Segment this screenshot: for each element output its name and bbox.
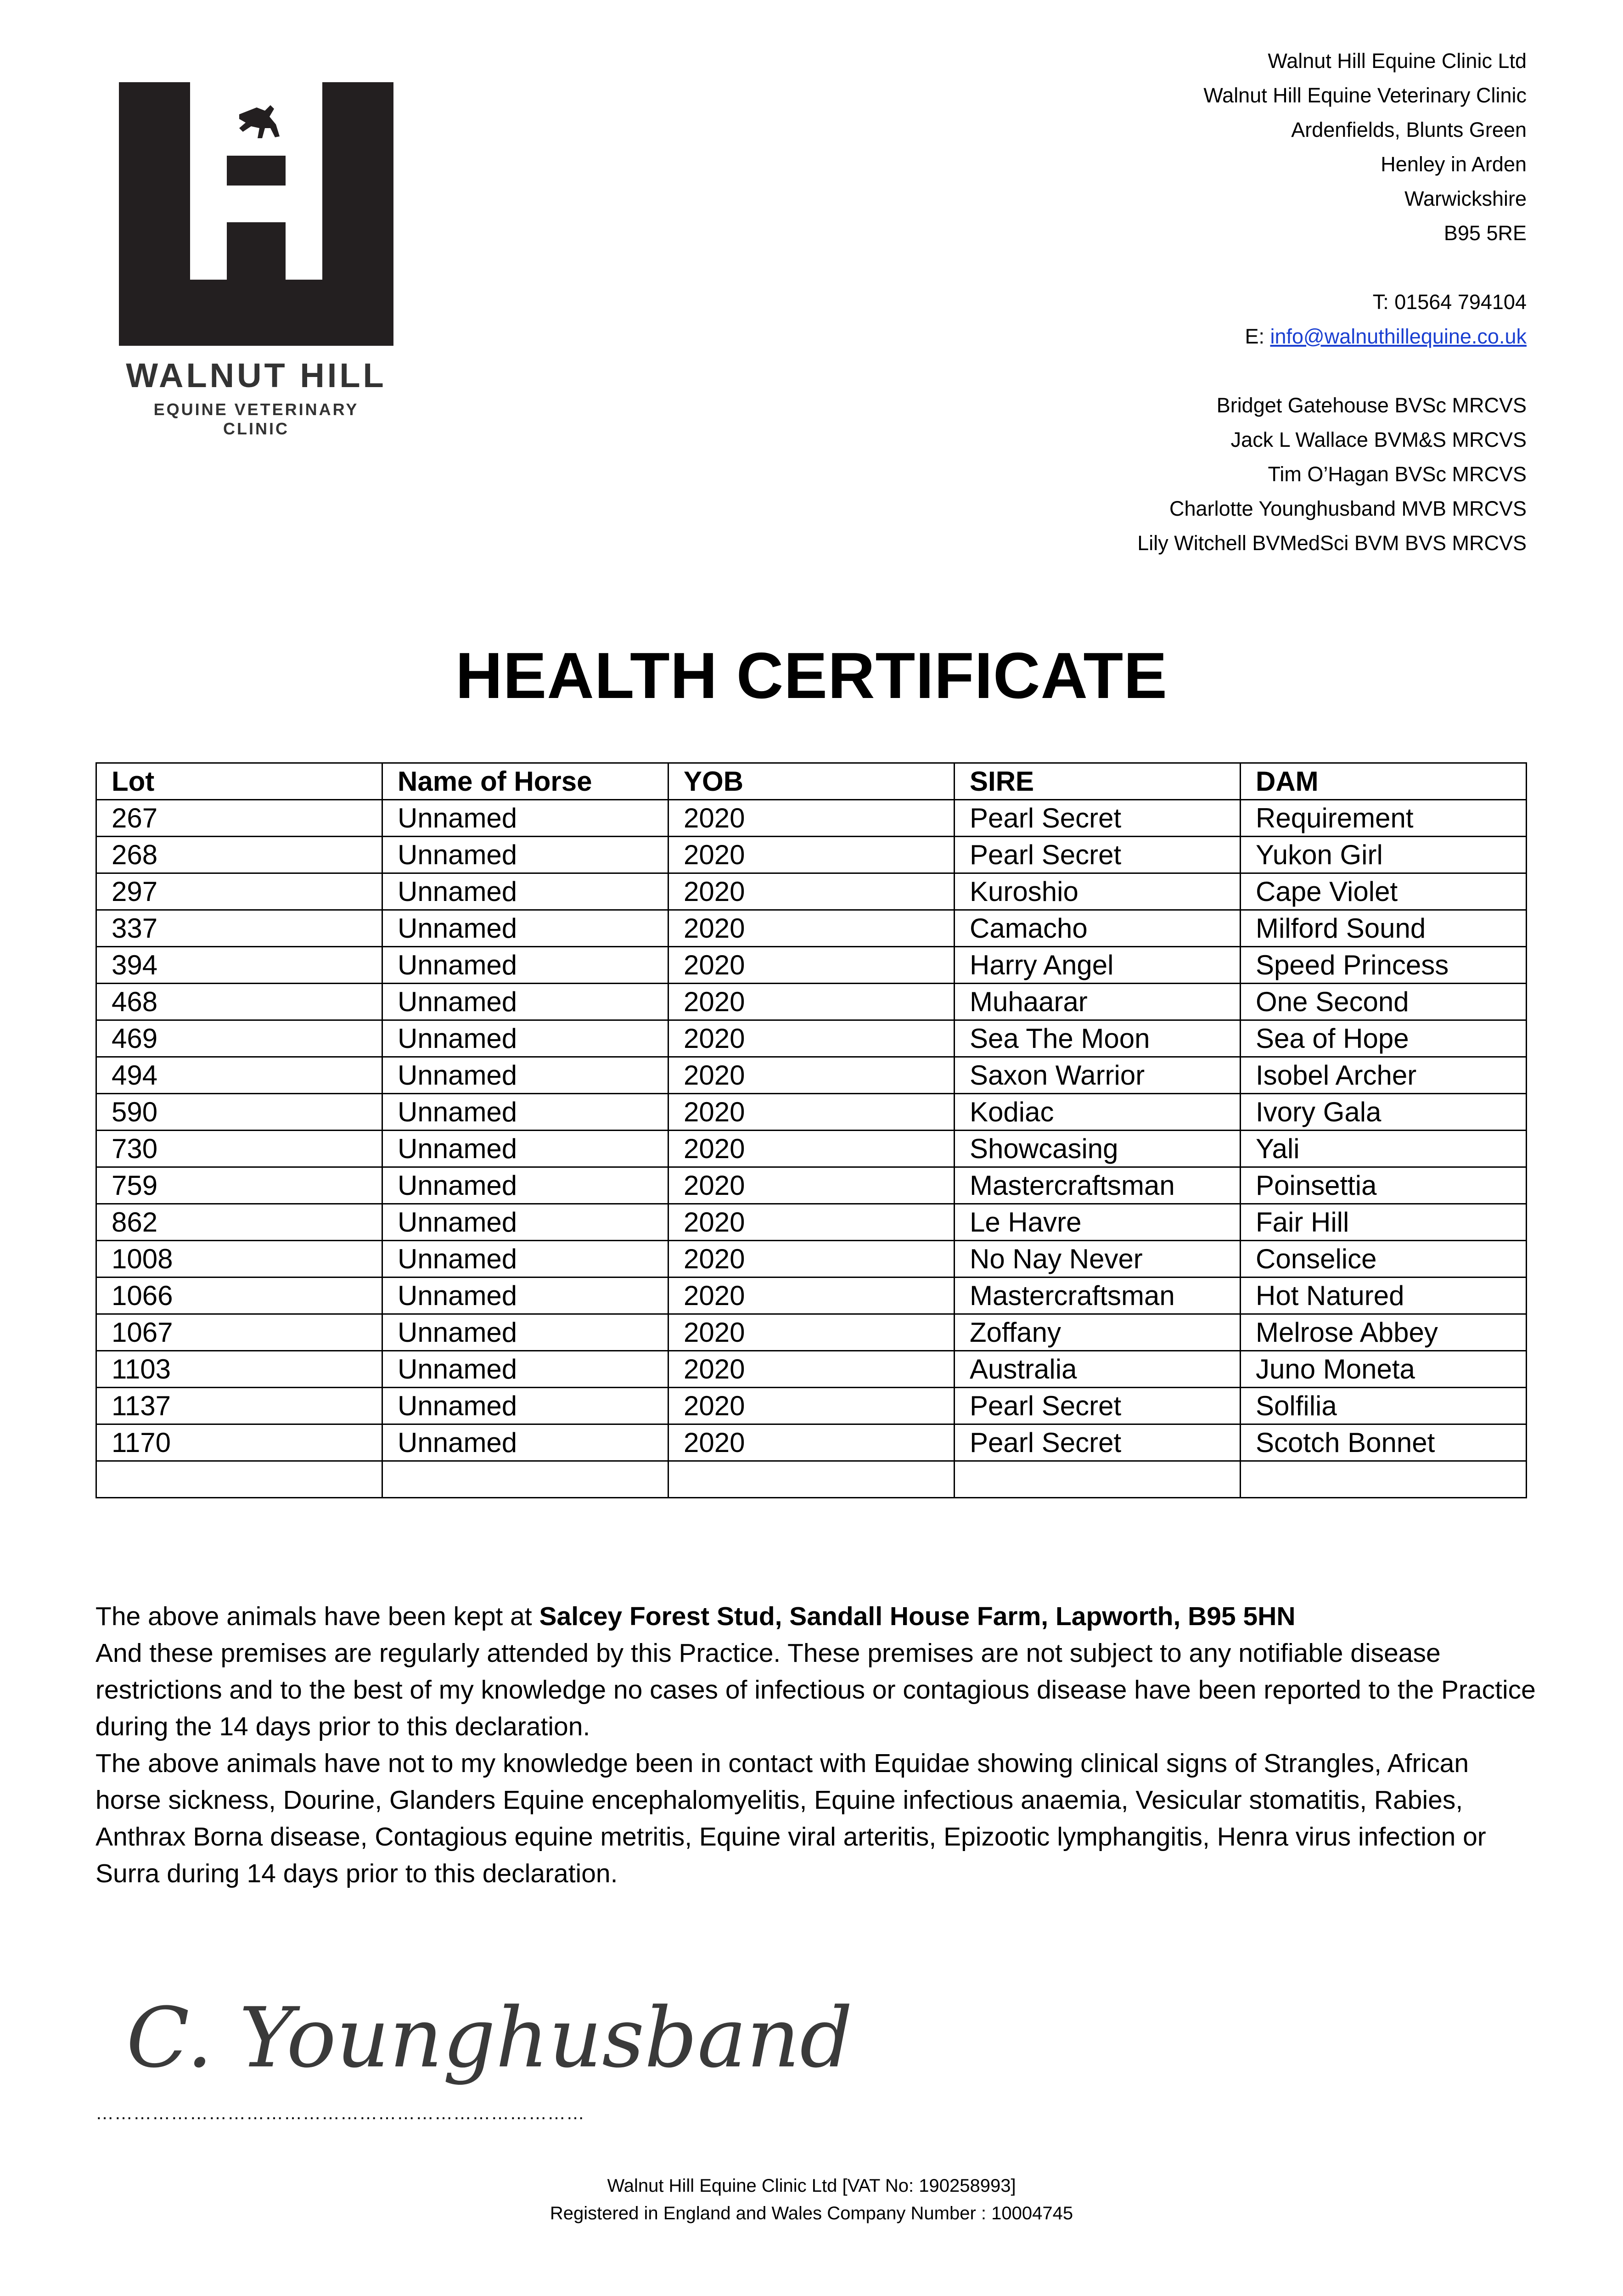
table-cell: Hot Natured (1241, 1277, 1527, 1314)
table-row (96, 1277, 1527, 1314)
vet-name: Charlotte Younghusband MVB MRCVS (1169, 497, 1527, 520)
table-cell: Pearl Secret (955, 800, 1241, 837)
table-cell: Unnamed (382, 1314, 668, 1351)
table-cell: Unnamed (382, 1241, 668, 1277)
clinic-logo (119, 82, 393, 439)
table-cell: 862 (96, 1204, 382, 1241)
table-cell: 2020 (668, 1351, 955, 1388)
paragraph-1: And these premises are regularly attended by this Practice. These premises are not subject to any notifiable disease restrictions and to the best of my knowledge no cases of infectious or contagious disease have been reported to the Practice during the 14 days prior to this declaration. (95, 1638, 1536, 1741)
table-cell: 2020 (668, 1204, 955, 1241)
table-cell: Scotch Bonnet (1241, 1424, 1527, 1461)
horse-h-icon (119, 82, 393, 346)
table-cell: 2020 (668, 873, 955, 910)
footer-line-2: Registered in England and Wales Company Number : 10004745 (550, 2203, 1073, 2223)
table-row (96, 1314, 1527, 1351)
table-cell: Unnamed (382, 1094, 668, 1131)
phone: T: 01564 794104 (1372, 290, 1527, 314)
table-cell: Fair Hill (1241, 1204, 1527, 1241)
signature (122, 1975, 853, 2115)
table-cell: Poinsettia (1241, 1167, 1527, 1204)
table-cell: Sea The Moon (955, 1020, 1241, 1057)
signature-line: …………………………………………………………………… (95, 2103, 585, 2123)
address-line: Walnut Hill Equine Veterinary Clinic (1203, 84, 1527, 107)
table-cell: 730 (96, 1131, 382, 1167)
address-line: Walnut Hill Equine Clinic Ltd (1268, 49, 1527, 73)
table-cell: Australia (955, 1351, 1241, 1388)
table-cell: 2020 (668, 1167, 955, 1204)
table-cell: Harry Angel (955, 947, 1241, 984)
address-line: B95 5RE (1443, 221, 1527, 245)
table-cell: One Second (1241, 984, 1527, 1020)
table-cell: 1170 (96, 1424, 382, 1461)
table-cell (955, 1461, 1241, 1498)
footer-line-1: Walnut Hill Equine Clinic Ltd [VAT No: 190258993] (607, 2176, 1016, 2196)
logo-subtitle: EQUINE VETERINARY CLINIC (153, 400, 359, 438)
table-cell: 2020 (668, 1388, 955, 1424)
vet-name: Jack L Wallace BVM&S MRCVS (1230, 428, 1527, 451)
table-cell: Zoffany (955, 1314, 1241, 1351)
table-cell: Unnamed (382, 1424, 668, 1461)
table-cell: Camacho (955, 910, 1241, 947)
table-cell (1241, 1461, 1527, 1498)
kept-prefix: The above animals have been kept at (95, 1602, 539, 1631)
table-cell: Yali (1241, 1131, 1527, 1167)
table-cell: Unnamed (382, 1020, 668, 1057)
table-row (96, 1461, 1527, 1498)
clinic-address (1137, 44, 1527, 560)
table-cell: Yukon Girl (1241, 837, 1527, 873)
table-row (96, 1241, 1527, 1277)
address-line: Warwickshire (1404, 187, 1527, 210)
logo-mark (119, 82, 393, 346)
table-row (96, 873, 1527, 910)
table-row (96, 1020, 1527, 1057)
table-cell: Juno Moneta (1241, 1351, 1527, 1388)
vet-name: Bridget Gatehouse BVSc MRCVS (1216, 394, 1527, 417)
table-cell: Conselice (1241, 1241, 1527, 1277)
table-cell: 337 (96, 910, 382, 947)
table-cell: 2020 (668, 1020, 955, 1057)
table-cell: 2020 (668, 984, 955, 1020)
declaration-text (95, 1598, 1537, 1892)
table-cell (382, 1461, 668, 1498)
table-cell: Mastercraftsman (955, 1277, 1241, 1314)
address-line: Henley in Arden (1381, 152, 1527, 176)
table-body (96, 800, 1527, 1498)
table-cell: 2020 (668, 1277, 955, 1314)
table-cell: 2020 (668, 1424, 955, 1461)
address-line: Ardenfields, Blunts Green (1291, 118, 1527, 141)
table-row (96, 984, 1527, 1020)
table-row (96, 1094, 1527, 1131)
table-cell: Unnamed (382, 1131, 668, 1167)
table-cell: Unnamed (382, 873, 668, 910)
table-cell: Unnamed (382, 1277, 668, 1314)
table-cell: 1067 (96, 1314, 382, 1351)
email-link[interactable]: info@walnuthillequine.co.uk (1270, 325, 1527, 348)
table-cell: Sea of Hope (1241, 1020, 1527, 1057)
table-cell: 2020 (668, 800, 955, 837)
table-cell: 2020 (668, 837, 955, 873)
table-cell: 2020 (668, 910, 955, 947)
header-yob: YOB (668, 763, 955, 800)
table-cell: No Nay Never (955, 1241, 1241, 1277)
table-cell: Le Havre (955, 1204, 1241, 1241)
table-cell: 469 (96, 1020, 382, 1057)
table-cell: Solfilia (1241, 1388, 1527, 1424)
table-cell: Unnamed (382, 984, 668, 1020)
signature-graphic (122, 1975, 853, 2112)
table-cell: Ivory Gala (1241, 1094, 1527, 1131)
table-cell: Kodiac (955, 1094, 1241, 1131)
table-cell: Pearl Secret (955, 837, 1241, 873)
email-prefix: E: (1245, 325, 1270, 348)
table-cell: Unnamed (382, 837, 668, 873)
table-cell: Unnamed (382, 1057, 668, 1094)
email-line (1137, 319, 1527, 354)
table-row (96, 800, 1527, 837)
paragraph-2: The above animals have not to my knowledge been in contact with Equidae showing clinical signs of Strangles, African horse sickness, Dourine, Glanders Equine encephalomyelitis, Equine infectious anaemia, Vesicular stomatitis, Rabies, Anthrax Borna disease, Contagious equine metritis, Equine viral arteritis, Epizootic lymphangitis, Henra virus infection or Surra during 14 days prior to this declaration. (95, 1749, 1486, 1888)
table-cell: Muhaarar (955, 984, 1241, 1020)
table-row (96, 1351, 1527, 1388)
table-cell: Showcasing (955, 1131, 1241, 1167)
table-cell: 268 (96, 837, 382, 873)
horse-table (95, 762, 1527, 1498)
table-cell: 267 (96, 800, 382, 837)
header-sire: SIRE (955, 763, 1241, 800)
header-dam: DAM (1241, 763, 1527, 800)
vet-name: Lily Witchell BVMedSci BVM BVS MRCVS (1137, 531, 1527, 555)
table-cell: Unnamed (382, 800, 668, 837)
table-cell: Melrose Abbey (1241, 1314, 1527, 1351)
table-cell: Unnamed (382, 1204, 668, 1241)
table-cell: 2020 (668, 1094, 955, 1131)
table-cell: 494 (96, 1057, 382, 1094)
table-row (96, 1388, 1527, 1424)
header-lot: Lot (96, 763, 382, 800)
table-cell: Unnamed (382, 1351, 668, 1388)
table-cell: Speed Princess (1241, 947, 1527, 984)
table-cell: 2020 (668, 947, 955, 984)
signature-text: C. Younghusband (126, 1990, 853, 2086)
table-cell: 590 (96, 1094, 382, 1131)
table-row (96, 1057, 1527, 1094)
table-row (96, 837, 1527, 873)
table-cell: Unnamed (382, 1388, 668, 1424)
table-row (96, 947, 1527, 984)
table-cell: 394 (96, 947, 382, 984)
table-cell: 2020 (668, 1314, 955, 1351)
table-cell: 468 (96, 984, 382, 1020)
table-cell (668, 1461, 955, 1498)
table-cell: 2020 (668, 1241, 955, 1277)
table-row (96, 1424, 1527, 1461)
premises: Salcey Forest Stud, Sandall House Farm, Lapworth, B95 5HN (539, 1602, 1296, 1631)
table-cell: 1066 (96, 1277, 382, 1314)
table-row (96, 1131, 1527, 1167)
table-cell: 759 (96, 1167, 382, 1204)
table-cell: 1008 (96, 1241, 382, 1277)
table-row (96, 910, 1527, 947)
table-cell: Kuroshio (955, 873, 1241, 910)
page-title: HEALTH CERTIFICATE (455, 639, 1168, 712)
table-cell: Milford Sound (1241, 910, 1527, 947)
table-cell: Unnamed (382, 910, 668, 947)
table-cell: 2020 (668, 1131, 955, 1167)
table-cell: Pearl Secret (955, 1388, 1241, 1424)
table-cell: 1103 (96, 1351, 382, 1388)
table-cell: 297 (96, 873, 382, 910)
table-header-row (96, 763, 1527, 800)
table-cell: Saxon Warrior (955, 1057, 1241, 1094)
table-cell: Mastercraftsman (955, 1167, 1241, 1204)
logo-name: WALNUT HILL (126, 356, 387, 394)
table-cell: Pearl Secret (955, 1424, 1241, 1461)
table-cell: Cape Violet (1241, 873, 1527, 910)
table-cell: 2020 (668, 1057, 955, 1094)
table-cell: 1137 (96, 1388, 382, 1424)
table-row (96, 1167, 1527, 1204)
footer (0, 2172, 1623, 2227)
table-row (96, 1204, 1527, 1241)
header-name: Name of Horse (382, 763, 668, 800)
table-cell (96, 1461, 382, 1498)
table-cell: Requirement (1241, 800, 1527, 837)
table-cell: Isobel Archer (1241, 1057, 1527, 1094)
table-cell: Unnamed (382, 947, 668, 984)
table-cell: Unnamed (382, 1167, 668, 1204)
vet-name: Tim O’Hagan BVSc MRCVS (1268, 462, 1527, 486)
